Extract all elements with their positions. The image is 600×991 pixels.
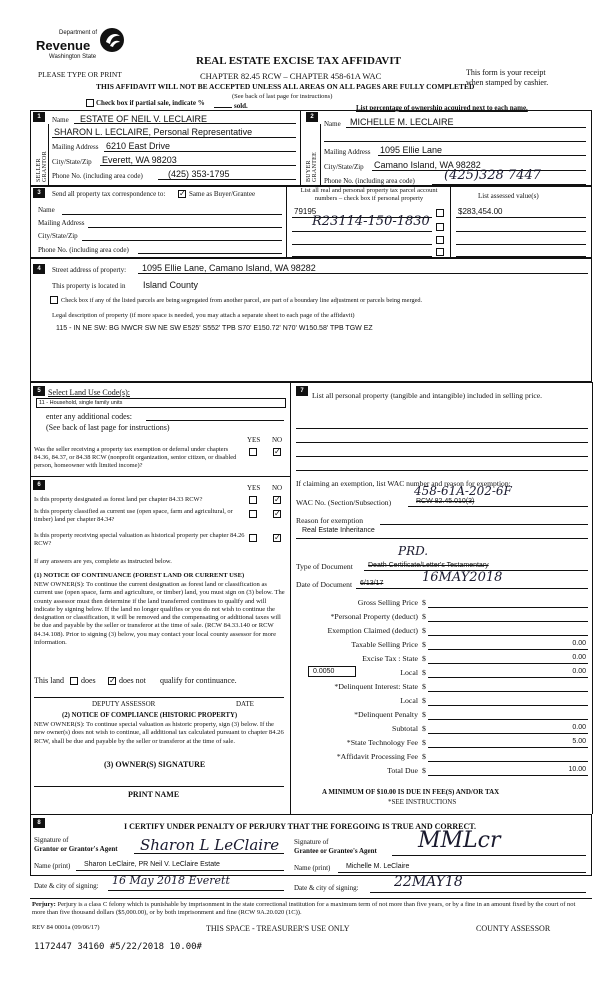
tax-label: Taxable Selling Price bbox=[351, 640, 418, 649]
doc-type-handwritten[interactable]: PRD. bbox=[398, 544, 429, 558]
street-value[interactable]: 1095 Ellie Lane, Camano Island, WA 98282 bbox=[142, 263, 316, 273]
located-label: This property is located in bbox=[52, 282, 126, 290]
seller-name-1[interactable]: ESTATE OF NEIL V. LECLAIRE bbox=[80, 114, 208, 124]
section-6-badge: 6 bbox=[33, 480, 45, 490]
section-4-badge: 4 bbox=[33, 264, 45, 274]
tax-row bbox=[296, 694, 588, 708]
tax-currency: $ bbox=[422, 724, 426, 733]
logo-revenue: Revenue bbox=[36, 38, 91, 53]
s3-name-line bbox=[62, 204, 282, 215]
parcel-4-personal-checkbox[interactable] bbox=[436, 248, 444, 256]
grantor-date-label: Date & city of signing: bbox=[34, 882, 99, 890]
buyer-name-line-2 bbox=[324, 131, 586, 142]
owner-sig-line bbox=[34, 786, 284, 787]
tax-label: *State Technology Fee bbox=[346, 738, 418, 747]
date-label: DATE bbox=[236, 700, 254, 708]
qualify-label: qualify for continuance. bbox=[160, 676, 237, 685]
s6-q2-no-checkbox[interactable]: ✓ bbox=[274, 509, 281, 518]
parcel-1-personal-checkbox[interactable] bbox=[436, 209, 444, 217]
tax-label: Local bbox=[400, 696, 418, 705]
perjury-notice bbox=[32, 901, 590, 917]
seller-phone[interactable]: (425) 353-1795 bbox=[168, 169, 230, 179]
logo-dept-of: Department of bbox=[59, 30, 98, 36]
section-8-badge: 8 bbox=[33, 818, 45, 828]
s3-name-label: Name bbox=[38, 206, 55, 214]
certify-text: I CERTIFY UNDER PENALTY OF PERJURY THAT THE FOREGOING IS TRUE AND CORRECT. bbox=[124, 822, 477, 831]
s5-yes-checkbox[interactable] bbox=[249, 448, 257, 456]
wac-label: WAC No. (Section/Subsection) bbox=[296, 498, 392, 507]
section-3-badge: 3 bbox=[33, 188, 45, 198]
divider-3 bbox=[286, 186, 287, 258]
s3-address-line bbox=[88, 217, 282, 228]
tax-label: *Delinquent Penalty bbox=[354, 710, 418, 719]
tax-value[interactable]: 10.00 bbox=[568, 766, 586, 773]
seller-side-label: SELLER GRANTOR bbox=[36, 151, 48, 182]
wac-handwritten[interactable]: 458-61A-202-6F bbox=[414, 484, 512, 498]
tax-value-line bbox=[428, 695, 588, 706]
grantee-name-line bbox=[338, 872, 586, 873]
section-7-badge: 7 bbox=[296, 386, 308, 396]
section-1-badge: 1 bbox=[33, 112, 45, 122]
local-rate-value: 0.0050 bbox=[313, 668, 335, 675]
tax-currency: $ bbox=[422, 668, 426, 677]
s3-address-label: Mailing Address bbox=[38, 219, 85, 227]
grantor-signature[interactable]: Sharon L LeClaire bbox=[140, 836, 280, 854]
buyer-address[interactable]: 1095 Ellie Lane bbox=[380, 145, 443, 155]
seller-side-divider bbox=[48, 124, 49, 186]
s5-yes-header: YES bbox=[247, 436, 261, 444]
tax-label: Excise Tax : State bbox=[362, 654, 418, 663]
grantee-date-line bbox=[370, 892, 586, 893]
notice2-body: NEW OWNER(S): To continue special valuation as historic property, sign (3) below. If the new owner(s) does not wish to continue, all additional tax calculated pursuant to chapter 84.26 RCW, shall be due and payable by the seller or transferor at the time of sale. bbox=[34, 721, 284, 745]
claim-exemption-label: If claiming an exemption, list WAC number and reason for exemption: bbox=[296, 479, 511, 488]
s7-line-1 bbox=[296, 418, 588, 429]
tax-row bbox=[296, 708, 588, 722]
s6-yes-header: YES bbox=[247, 484, 261, 492]
logo-state: Washington State bbox=[49, 54, 97, 60]
tax-row bbox=[296, 638, 588, 652]
seller-address-label: Mailing Address bbox=[52, 143, 99, 151]
tax-row bbox=[296, 722, 588, 736]
tax-value-line bbox=[428, 737, 588, 748]
doc-type-typed[interactable]: Death Certificate/Letter's Testamentary bbox=[368, 562, 489, 569]
buyer-city-label: City/State/Zip bbox=[324, 163, 364, 171]
land-use-label: Select Land Use Code(s): bbox=[48, 388, 130, 397]
legal-value[interactable]: 115 - IN NE SW: BG NWCR SW NE SW E525' S552' TPB S70' E150.72' N70' W150.58' TPB TGW EZ bbox=[56, 325, 373, 332]
s3-phone-line bbox=[138, 243, 282, 254]
section-5-top bbox=[30, 382, 592, 383]
print-name-label: PRINT NAME bbox=[128, 790, 180, 799]
tax-value-line bbox=[428, 597, 588, 608]
parcel-header: List all real and personal property tax parcel account numbers – check box if personal property bbox=[300, 187, 438, 202]
does-not-checkbox[interactable]: ✓ bbox=[109, 676, 116, 685]
tax-value-line bbox=[428, 639, 588, 650]
seller-name-label: Name bbox=[52, 116, 69, 124]
deputy-line bbox=[34, 697, 284, 698]
tax-currency: $ bbox=[422, 766, 426, 775]
parcel-3-personal-checkbox[interactable] bbox=[436, 236, 444, 244]
tax-currency: $ bbox=[422, 654, 426, 663]
grantor-name-line bbox=[76, 870, 284, 871]
s5-no-checkbox[interactable]: ✓ bbox=[274, 447, 281, 456]
section-5-badge: 5 bbox=[33, 386, 45, 396]
s6-q3: Is this property receiving special valuation as historical property per chapter 84.26 RCW? bbox=[34, 532, 245, 547]
tax-value[interactable]: 0.00 bbox=[572, 668, 586, 675]
partial-sale-label: Check box if partial sale, indicate % bbox=[96, 99, 205, 107]
rev-number: REV 84 0001a (09/06/17) bbox=[32, 924, 100, 931]
footer-top-line bbox=[30, 898, 592, 899]
s6-q2: Is this property classified as current use (open space, farm and agricultural, or timber) land per chapter 84.34? bbox=[34, 508, 233, 523]
tax-currency: $ bbox=[422, 598, 426, 607]
see-back-note: (See back of last page for instructions) bbox=[232, 93, 333, 100]
doc-type-label: Type of Document bbox=[296, 562, 353, 571]
assessed-header: List assessed value(s) bbox=[478, 192, 539, 200]
s6-q1-yes-checkbox[interactable] bbox=[249, 496, 257, 504]
grantee-name[interactable]: Michelle M. LeClaire bbox=[346, 863, 410, 870]
tax-currency: $ bbox=[422, 738, 426, 747]
mid-divider bbox=[290, 382, 291, 814]
reason-line bbox=[380, 514, 588, 525]
tax-label: Gross Selling Price bbox=[357, 598, 418, 607]
divider-1-2 bbox=[300, 110, 301, 186]
grantee-date-label: Date & city of signing: bbox=[294, 884, 359, 892]
dor-emblem-icon bbox=[98, 26, 126, 54]
doc-date-typed[interactable]: 6/13/17 bbox=[360, 580, 384, 587]
tax-row bbox=[296, 680, 588, 694]
parcel-line-3 bbox=[292, 234, 432, 245]
buyer-city[interactable]: Camano Island, WA 98282 bbox=[374, 160, 481, 170]
partial-pct-line bbox=[214, 97, 232, 108]
additional-codes-line bbox=[146, 410, 284, 421]
section-2-badge: 2 bbox=[306, 112, 318, 122]
tax-currency: $ bbox=[422, 682, 426, 691]
tax-currency: $ bbox=[422, 696, 426, 705]
legal-label: Legal description of property (if more space is needed, you may attach a separate sheet to each page of the affidavit) bbox=[52, 312, 355, 319]
tax-currency: $ bbox=[422, 752, 426, 761]
treasurer-stamp: 1172447 34160 #5/22/2018 10.00# bbox=[34, 942, 202, 952]
parcel-line-2 bbox=[292, 221, 432, 232]
land-use-selected: 11 - Household, single family units bbox=[39, 400, 123, 406]
s3-city-line bbox=[82, 230, 282, 241]
s6-q3-yes-checkbox[interactable] bbox=[249, 534, 257, 542]
assessed-1[interactable]: $283,454.00 bbox=[458, 207, 503, 216]
s7-line-4 bbox=[296, 460, 588, 471]
buyer-side-divider bbox=[320, 124, 321, 186]
grantor-name[interactable]: Sharon LeClaire, PR Neil V. LeClaire Estate bbox=[84, 861, 220, 868]
list-pct-label: List percentage of ownership acquired next to each name. bbox=[356, 104, 528, 112]
receipt-note-1: This form is your receipt bbox=[466, 68, 546, 77]
tax-row bbox=[296, 750, 588, 764]
s3-city-label: City/State/Zip bbox=[38, 232, 78, 240]
notice2-title: (2) NOTICE OF COMPLIANCE (HISTORIC PROPERTY) bbox=[62, 712, 238, 719]
does-checkbox[interactable] bbox=[70, 677, 78, 685]
s5-question: Was the seller receiving a property tax exemption or deferral under chapters 84.36, 84.37, or 84.38 RCW (nonprofit organization, senior citizen, or disabled person, homeowner with limited income)? bbox=[34, 446, 237, 469]
street-label: Street address of property: bbox=[52, 266, 127, 274]
tax-label: Subtotal bbox=[392, 724, 418, 733]
grantor-date-line bbox=[108, 890, 284, 891]
parcel-1[interactable]: 79195 bbox=[294, 207, 317, 216]
s6-no-header: NO bbox=[272, 484, 283, 492]
seller-city[interactable]: Everett, WA 98203 bbox=[102, 155, 177, 165]
land-use-select[interactable] bbox=[36, 398, 286, 408]
grantee-name-label: Name (print) bbox=[294, 864, 331, 872]
buyer-address-label: Mailing Address bbox=[324, 148, 371, 156]
same-as-buyer-checkbox[interactable]: ✓ bbox=[179, 189, 186, 198]
s6-q3-no-checkbox[interactable]: ✓ bbox=[274, 533, 281, 542]
segregated-checkbox[interactable] bbox=[50, 296, 58, 304]
buyer-name-label: Name bbox=[324, 120, 341, 128]
seller-phone-label: Phone No. (including area code) bbox=[52, 172, 143, 180]
s7-line-3 bbox=[296, 446, 588, 457]
tax-value-line bbox=[428, 681, 588, 692]
tax-row bbox=[296, 652, 588, 666]
wac-typed[interactable]: RCW 82.45.010(3) bbox=[416, 498, 475, 505]
parcel-2-personal-checkbox[interactable] bbox=[436, 223, 444, 231]
same-as-buyer-label: Same as Buyer/Grantee bbox=[189, 190, 256, 198]
form-warning: THIS AFFIDAVIT WILL NOT BE ACCEPTED UNLESS ALL AREAS ON ALL PAGES ARE FULLY COMPLETED bbox=[96, 82, 475, 91]
parcel-handwritten[interactable]: R23114-150-1830 bbox=[312, 214, 430, 229]
form-title: REAL ESTATE EXCISE TAX AFFIDAVIT bbox=[196, 55, 401, 67]
s6-q2-yes-checkbox[interactable] bbox=[249, 510, 257, 518]
tax-label: Total Due bbox=[387, 766, 418, 775]
notice1-body: NEW OWNER(S): To continue the current designation as forest land or classification as current use (open space, farm and agriculture, or timber) land, you must sign on (3) below. The county assessor must then determine if the land transferred continues to qualify and will indicate by signing below. If the land no longer qualifies or you do not wish to continue the designation or classification, it will be removed and the compensating or additional taxes will be due and payable by the seller or transferor at the time of sale. (RCW 84.33.140 or RCW 84.34.108). Prior to signing (3) below, you may contact your local county assessor for more information. bbox=[34, 581, 285, 647]
assessed-line-3 bbox=[456, 234, 586, 245]
tax-value-line bbox=[428, 667, 588, 678]
tax-currency: $ bbox=[422, 612, 426, 621]
grantor-name-label: Name (print) bbox=[34, 862, 71, 870]
minimum-due: A MINIMUM OF $10.00 IS DUE IN FEE(S) AND/OR TAX bbox=[322, 788, 500, 796]
assessed-line-4 bbox=[456, 246, 586, 257]
this-land-label: This land bbox=[34, 676, 64, 685]
tax-value-line bbox=[428, 723, 588, 734]
tax-label: Exemption Claimed (deduct) bbox=[327, 626, 418, 635]
deputy-label: DEPUTY ASSESSOR bbox=[92, 700, 156, 708]
receipt-note-2: when stamped by cashier. bbox=[466, 78, 549, 87]
assessed-line-2 bbox=[456, 221, 586, 232]
reason-label: Reason for exemption bbox=[296, 516, 364, 525]
tax-currency: $ bbox=[422, 710, 426, 719]
divider-3b bbox=[450, 186, 451, 258]
buyer-phone-label: Phone No. (including area code) bbox=[324, 177, 415, 185]
grantor-date-handwritten[interactable]: 16 May 2018 Everett bbox=[112, 874, 230, 887]
s7-text: List all personal property (tangible and intangible) included in selling price. bbox=[312, 391, 543, 400]
tax-row bbox=[296, 764, 588, 778]
tax-value-line bbox=[428, 653, 588, 664]
sold-label: sold. bbox=[234, 102, 248, 110]
tax-table bbox=[296, 596, 588, 776]
tax-label: *Affidavit Processing Fee bbox=[336, 752, 418, 761]
partial-sale-checkbox[interactable] bbox=[86, 99, 94, 107]
see-instructions: *SEE INSTRUCTIONS bbox=[388, 798, 457, 806]
grantee-sig-line bbox=[392, 855, 586, 856]
perjury-text: Perjury is a class C felony which is punishable by imprisonment in the state correctional institution for a maximum term of not more than five years, or by a fine in an amount fixed by the court of not more than five thousand dollars ($5,000.00), or by both imprisonment and fine (RCW 9A.20.020 (1C)). bbox=[32, 901, 576, 917]
tax-value-line bbox=[428, 625, 588, 636]
tax-value-line bbox=[428, 765, 588, 776]
perjury-bold: Perjury: bbox=[32, 901, 56, 908]
doc-date-label: Date of Document bbox=[296, 580, 353, 589]
grantee-sig-label-2: Grantee or Grantee's Agent bbox=[294, 847, 377, 855]
tax-value-line bbox=[428, 709, 588, 720]
buyer-side-label: BUYER GRANTEE bbox=[306, 151, 318, 182]
additional-codes-label: enter any additional codes: bbox=[46, 412, 132, 421]
tax-value-line bbox=[428, 611, 588, 622]
grantor-sig-label-1: Signature of bbox=[34, 836, 69, 844]
reason-line-2 bbox=[296, 528, 588, 539]
doc-date-handwritten[interactable]: 16MAY2018 bbox=[422, 570, 503, 585]
form-chapter: CHAPTER 82.45 RCW – CHAPTER 458-61A WAC bbox=[200, 71, 382, 81]
notice1-title: (1) NOTICE OF CONTINUANCE (FOREST LAND OR CURRENT USE) bbox=[34, 572, 245, 579]
tax-row bbox=[296, 624, 588, 638]
seller-name-2[interactable]: SHARON L. LECLAIRE, Personal Representative bbox=[54, 127, 253, 137]
county-assessor: COUNTY ASSESSOR bbox=[476, 924, 551, 933]
seller-address[interactable]: 6210 East Drive bbox=[106, 141, 171, 151]
right-border bbox=[592, 382, 593, 814]
grantee-date-handwritten[interactable]: 22MAY18 bbox=[394, 874, 463, 890]
owner-sig-label: (3) OWNER(S) SIGNATURE bbox=[104, 760, 206, 769]
reason-value[interactable]: Real Estate Inheritance bbox=[302, 527, 375, 534]
s5-no-header: NO bbox=[272, 436, 283, 444]
treasurer-space: THIS SPACE - TREASURER'S USE ONLY bbox=[206, 924, 350, 933]
tax-label: *Delinquent Interest: State bbox=[334, 682, 418, 691]
tax-value[interactable]: 0.00 bbox=[572, 724, 586, 731]
s6-q1: Is this property designated as forest land per chapter 84.33 RCW? bbox=[34, 496, 203, 503]
s5-see-back: (See back of last page for instructions) bbox=[46, 423, 170, 432]
s7-line-2 bbox=[296, 432, 588, 443]
buyer-phone-handwritten[interactable]: (425)328 7447 bbox=[444, 168, 541, 183]
left-border bbox=[30, 382, 31, 814]
county-value[interactable]: Island County bbox=[143, 280, 199, 290]
send-corr-label: Send all property tax correspondence to: bbox=[52, 190, 166, 198]
parcel-line-4 bbox=[292, 246, 432, 257]
tax-row bbox=[296, 736, 588, 750]
grantee-sig-label-1: Signature of bbox=[294, 838, 329, 846]
tax-label: *Personal Property (deduct) bbox=[330, 612, 418, 621]
tax-row bbox=[296, 610, 588, 624]
tax-value[interactable]: 0.00 bbox=[572, 654, 586, 661]
s6-if-yes: If any answers are yes, complete as instructed below. bbox=[34, 558, 172, 565]
grantor-sig-label-2: Grantor or Grantor's Agent bbox=[34, 845, 118, 853]
buyer-name-1[interactable]: MICHELLE M. LECLAIRE bbox=[350, 117, 454, 127]
tax-row bbox=[296, 596, 588, 610]
seller-city-label: City/State/Zip bbox=[52, 158, 92, 166]
tax-label: Local bbox=[400, 668, 418, 677]
tax-value[interactable]: 5.00 bbox=[572, 738, 586, 745]
local-rate-input[interactable] bbox=[308, 666, 356, 677]
section-6-top bbox=[30, 476, 290, 477]
tax-value-line bbox=[428, 751, 588, 762]
tax-currency: $ bbox=[422, 640, 426, 649]
dor-logo bbox=[34, 24, 130, 64]
section-4-box bbox=[30, 258, 592, 382]
s6-q1-no-checkbox[interactable]: ✓ bbox=[274, 495, 281, 504]
does-label: does bbox=[81, 676, 96, 685]
please-type: PLEASE TYPE OR PRINT bbox=[38, 70, 122, 79]
grantee-signature[interactable]: MMLcr bbox=[418, 828, 501, 853]
does-not-label: does not bbox=[119, 676, 146, 685]
s3-phone-label: Phone No. (including area code) bbox=[38, 246, 129, 254]
tax-row bbox=[296, 666, 588, 680]
tax-currency: $ bbox=[422, 626, 426, 635]
tax-value[interactable]: 0.00 bbox=[572, 640, 586, 647]
segregated-label: Check box if any of the listed parcels are being segregated from another parcel, are part of a boundary line adjustment or parcels being merged. bbox=[61, 297, 423, 304]
